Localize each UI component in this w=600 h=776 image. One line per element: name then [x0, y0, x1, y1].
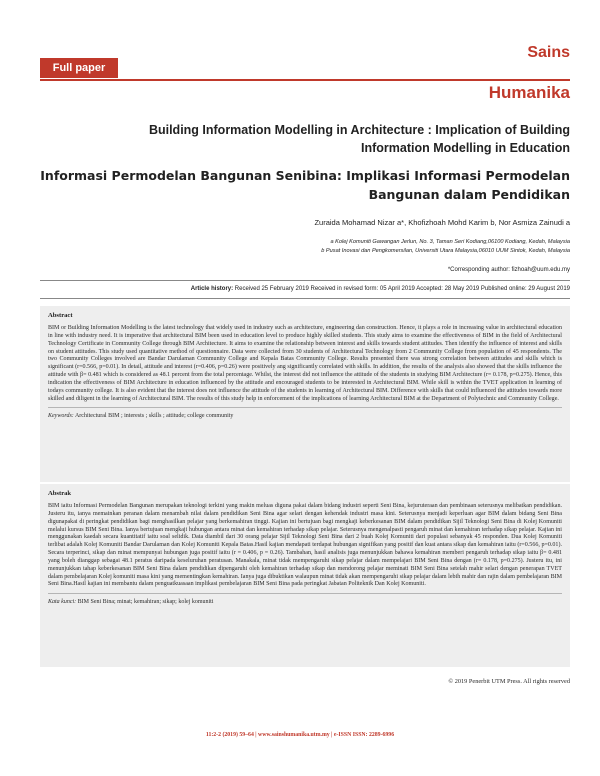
abstract-keywords: [48, 413, 562, 419]
title-malay: [40, 166, 570, 204]
abstract-separator: [48, 407, 562, 408]
page-footer: 11:2-2 (2019) 59–64 | www.sainshumanika.utm.my | e-ISSN ISSN: 2289-6996: [205, 732, 395, 738]
journal-brand-humanika: Humanika: [488, 83, 570, 102]
brand-divider: [40, 79, 570, 81]
article-history-text: Received 25 February 2019 Received in revised form: 05 April 2019 Accepted: 28 May 2019 Published online: 29 August 2019: [234, 286, 570, 292]
kata-kunci-value: BIM Seni Bina; minat; kemahiran; sikap; kolej komuniti: [77, 599, 214, 606]
history-top-divider: [40, 280, 570, 281]
article-history-label: Article history:: [190, 286, 234, 292]
title-malay-line2: Bangunan dalam Pendidikan: [368, 187, 570, 202]
keywords-label: Keywords:: [48, 413, 74, 420]
title-english-line1: Building Information Modelling in Architecture : Implication of Building: [148, 123, 570, 137]
copyright-notice: © 2019 Penerbit UTM Press. All rights reserved: [448, 678, 570, 685]
full-paper-badge: Full paper: [40, 58, 118, 78]
keywords-value: Architectural BIM ; interests ; skills ; attitude; college community: [74, 413, 234, 420]
title-malay-line1: Informasi Permodelan Bangunan Senibina: Implikasi Informasi Permodelan: [40, 168, 570, 183]
abstract-text: BIM or Building Information Modelling is the latest technology that widely used in industry such as architecture, engineering dan construction. Hence, it plays a role in increasing value in architectural education in line with industry need. It is imperative that architectural BIM been used in education level to produce highly skilled students. This study aims to examine the effectiveness of BIM in the field of Architectural Technology Certificate in Community College through BIM Architecture. It aims to examine the relationship between interest and skills towards student attitudes. Then identify the influence of interest and skills on student attitudes. This study used quantitative method of questionnaire. Data were collected from 30 students of Architectural Technology from 2 Community College from population of 45 respondents. The two Community Colleges involved are Bandar Darulaman Community College and Kepala Batas Community College. Results presented there was strong correlation between attitudes and skills which is significant (r=0.566, p=0.01). In detail, attitude and interest (r=0.406, p=0.26) were positively ang significantly correlated with skills. In addition, the results of the analysis also showed that the skills influence the attitude with β= 0.481 which is considered as 48.1 percent from the total percentage. Whilst, the interest did not influence the attitude of the students in studying BIM Architecture (r= 0.178, p=0.275). Hence, this indication the effectiveness of BIM Architecture in education influenced by the attitude and encouraged students to be interested in Architectural BIM. While skill is within the TVET application in learning of todays community college. It is also evident that the interest does not influence the attitude of the students in learning of Architectural BIM. Difference with skills that could influenced the attitudes towards more skilled and diligent in the learning of Architectural BIM. The results of this study help in enforcement of the implications of learning Architectural BIM at the Department of Polytechnic and Community College.: [48, 325, 562, 402]
author-list: Zuraida Mohamad Nizar a*, Khofizhoah Mohd Karim b, Nor Asmiza Zainudi a: [314, 218, 570, 227]
abstrak-separator: [48, 593, 562, 594]
abstrak-keywords: [48, 599, 562, 605]
article-history: [40, 286, 570, 292]
abstrak-text: BIM iaitu Informasi Permodelan Bangunan merupakan teknologi terkini yang makin meluas diguna pakai dalam bidang industri seperti Seni Bina, kejuruteraan dan pembinaan seterusnya melibatkan pendidikan. Justeru itu, ianya memainkan peranan dalam menambah nilai dalam pendidikan Seni Bina agar selari dengan kehendak industri masa kini. Seterusnya menjadi keperluan agar BIM dalam bidang Seni Bina digunapakai di peringkat pendidikan bagi menghasilkan pelajar yang berkemahiran tinggi. Kajian ini bertujuan bagi mengkaji keberkesanan BIM dalam pendidikan Sijil Teknologi Seni Bina di Kolej Komuniti melalui kursus BIM Seni Bina. Ianya bertujuan mengkaji hubungan antara minat dan kemahiran terhadap sikap pelajar. Seterusnya mengenalpasti pengaruh minat dan kemahiran terhadap sikap pelajar. Kajian ini menggunakan kaedah secara kuantitatif iaitu soal selidik. Data diambil dari 30 orang pelajar Sijil Teknologi Seni Bina dari 2 buah Kolej Komuniti dari populasi sebanyak 45 responden. Dua Kolej Komuniti terlibat adalah Kolej Komuniti Bandar Darulaman dan Kolej Komuniti Kepala Batas.Hasil kajian mendapati terdapat hubungan signifikan yang positif dan kuat antara sikap dan kemahiran iaitu (r=0.566, p=0.01). Secara terperinci, sikap dan minat mempunyai hubungan juga positif iaitu (r = 0.406, p = 0.26). Tambahan, hasil analisis juga menunjukkan bahawa kemahiran memberi pengaruh terhadap sikap iaitu β= 0.481 yang boleh dianggap sebagai 48.1 peratus daripada keseluruhan peratusan. Manakala, minat tidak mempengaruhi sikap pelajar dalam mempelajari BIM Seni Bina dengan (r= 0.178, p=0.275). Justeru itu, ini menunjukkan tahap keberkesanan BIM Seni Bina dalam pendidikan dipengaruhi oleh kemahiran terhadap sikap dan mendorong pelajar meminati BIM Seni Bina setelah mahir selari dengan penerapan TVET dalam pembelajaran Kolej komuniti masa kini yang mementingkan kemahiran. Ianya juga dibuktikan walaupun minat tidak akan mempengaruhi sikap pelajar dalam lebih mahir dan rajin dalam pembelajaran BIM Seni Bina.Hasil kajian ini membantu dalam penguatkuasaan implikasi pembelajaran BIM Seni Bina pada peringkat Jabatan Politeknik Dan Kolej Komuniti.: [48, 503, 562, 588]
corresponding-author: *Corresponding author: fizhoah@uum.edu.my: [447, 267, 570, 273]
title-english: [40, 121, 570, 157]
title-english-line2: Information Modelling in Education: [360, 141, 570, 155]
kata-kunci-label: Kata kunci:: [48, 599, 77, 606]
affiliation-a: a Kolej Komuniti Gawangan Jerlun, No. 3, Taman Seri Kodiang,06100 Kodiang, Kedah, Malaysia: [330, 239, 570, 245]
abstrak-heading: Abstrak: [48, 490, 72, 497]
history-bottom-divider: [40, 298, 570, 299]
abstrak-panel: [40, 484, 570, 667]
journal-brand-sains: Sains: [527, 44, 570, 61]
affiliation-b: b Pusat Inovasi dan Pengkomersilan, Universiti Utara Malaysia,06010 UUM Sintok, Kedah, Malaysia: [321, 248, 570, 254]
abstract-panel: [40, 306, 570, 482]
abstract-heading: Abstract: [48, 312, 73, 319]
